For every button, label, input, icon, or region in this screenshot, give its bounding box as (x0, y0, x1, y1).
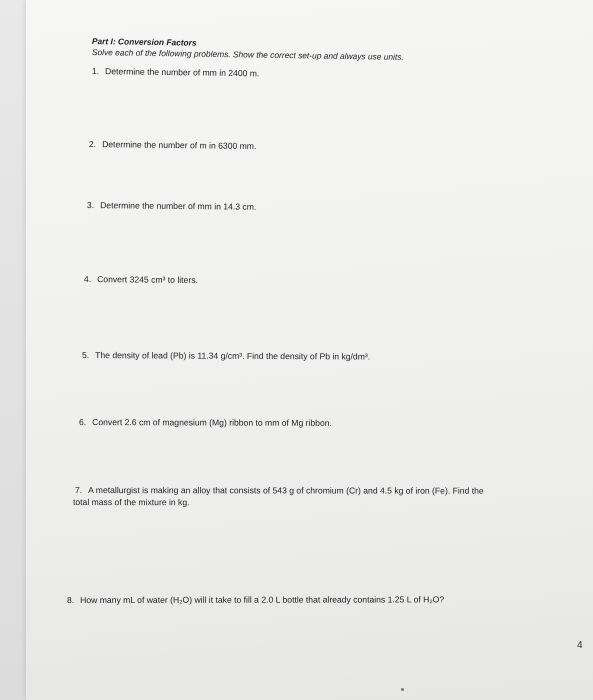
problem-number: 2. (88, 139, 97, 150)
problem-text: The density of lead (Pb) is 11.34 g/cm³. Find the density of Pb in kg/dm³. (95, 350, 371, 362)
problem-number: 6. (78, 417, 87, 428)
problem-number: 3. (86, 200, 95, 211)
page-number: 4 (577, 640, 583, 651)
problem-text: Determine the number of m in 6300 mm. (102, 139, 257, 152)
paper-speck (401, 688, 404, 691)
problem-8 (67, 594, 444, 605)
problem-text: A metallurgist is making an alloy that consists of 543 g of chromium (Cr) and 4.5 kg of iron (Fe). Find the (88, 485, 484, 496)
problem-5 (82, 350, 370, 362)
problem-text: How many mL of water (H₂O) will it take to fill a 2.0 L bottle that already contains 1.25 L of H₂O? (80, 594, 445, 605)
section-instructions: Solve each of the following problems. Show the correct set-up and always use units. (91, 47, 404, 62)
problem-2 (89, 139, 257, 151)
problem-text: Determine the number of mm in 2400 m. (105, 66, 260, 79)
problem-number: 5. (81, 350, 90, 361)
problem-7-continuation: total mass of the mixture in kg. (72, 497, 190, 508)
problem-4 (84, 274, 198, 285)
problem-number: 7. (74, 485, 83, 496)
problem-7 (75, 485, 484, 496)
problem-number: 8. (67, 594, 75, 605)
problem-text: Convert 2.6 cm of magnesium (Mg) ribbon to mm of Mg ribbon. (92, 417, 332, 428)
problem-3 (87, 200, 256, 212)
problem-number: 1. (91, 66, 100, 77)
problem-text: Determine the number of mm in 14.3 cm. (100, 200, 257, 212)
problem-number: 4. (83, 274, 92, 285)
problem-text: Convert 3245 cm³ to liters. (97, 274, 198, 285)
problem-1 (92, 66, 260, 78)
worksheet-page (26, 0, 593, 700)
section-title: Part I: Conversion Factors (91, 36, 197, 48)
problem-6 (79, 417, 332, 428)
